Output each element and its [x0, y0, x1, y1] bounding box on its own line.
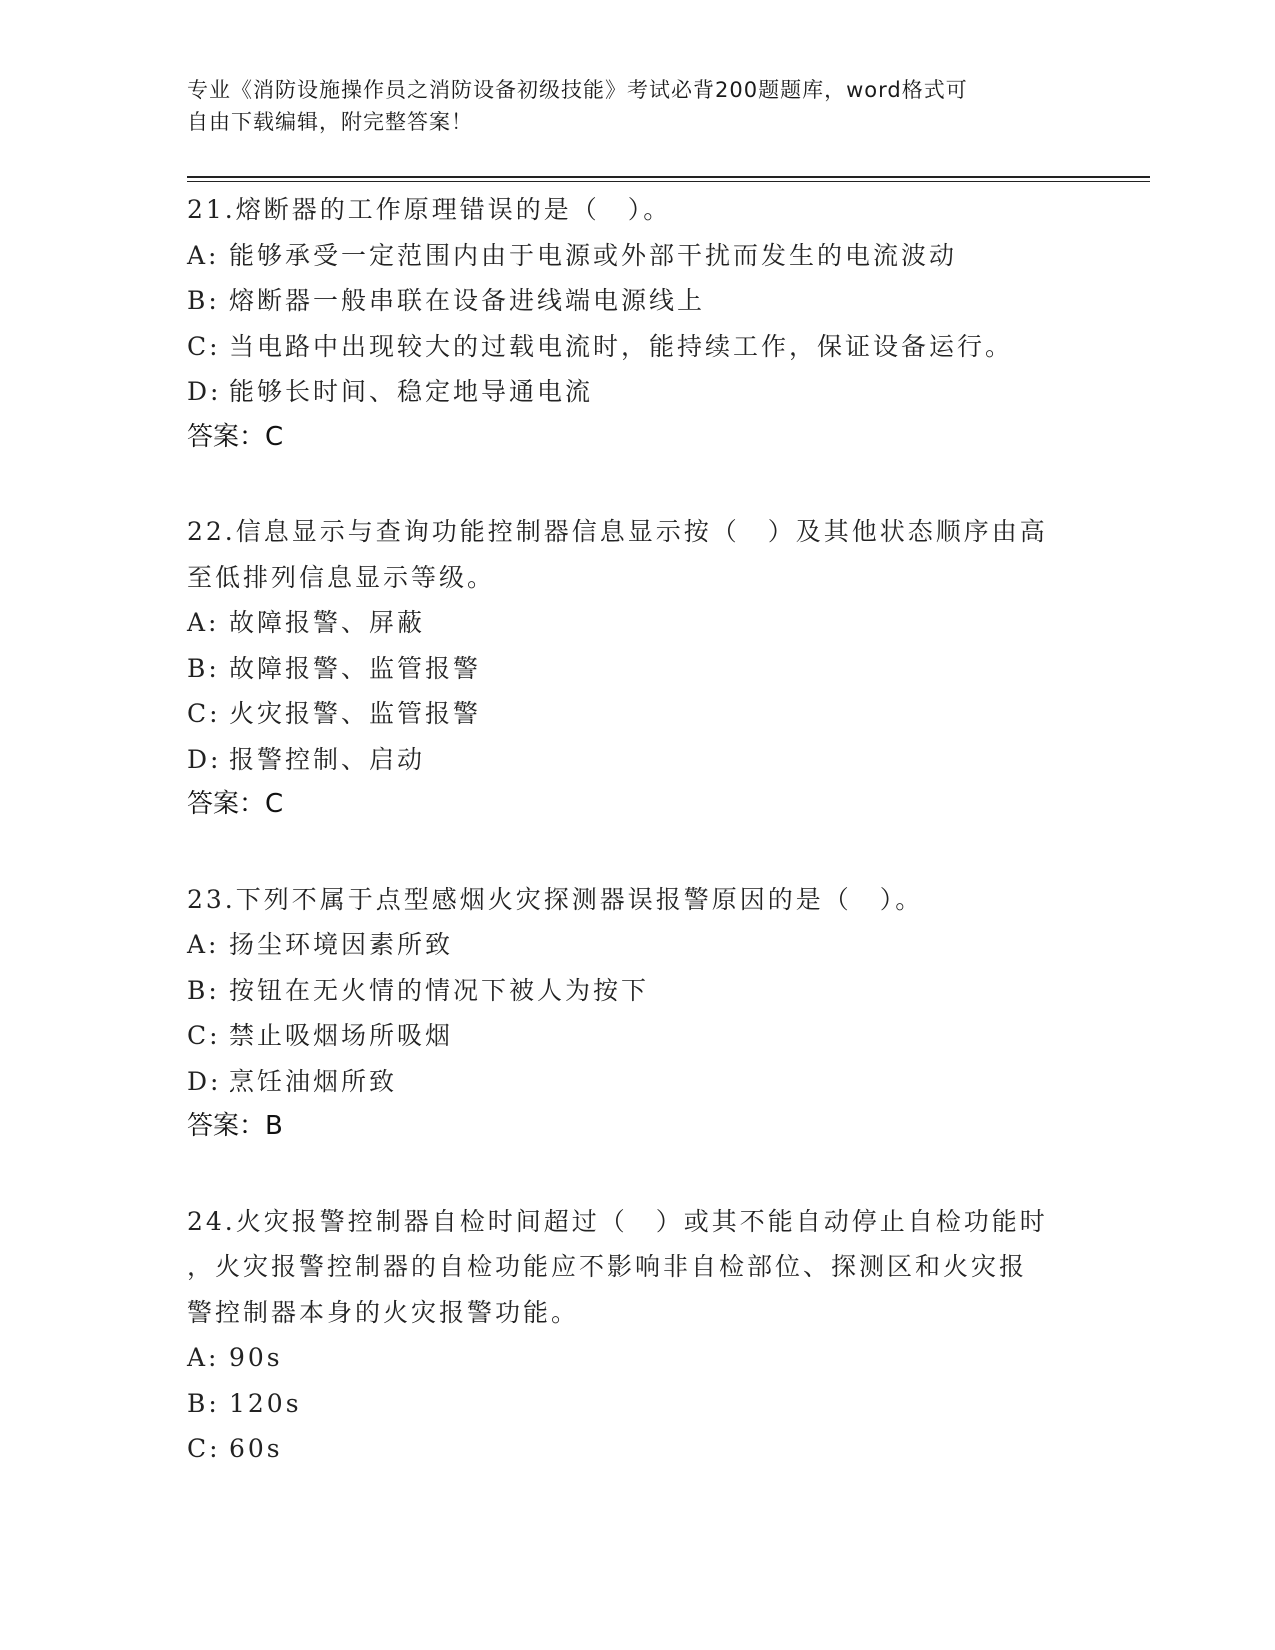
option-text: 90s: [229, 1343, 283, 1372]
option-row: [187, 1335, 1087, 1381]
option-row: [187, 691, 1087, 737]
option-text: 能够长时间、稳定地导通电流: [229, 377, 594, 406]
option-label: B:: [187, 975, 220, 1005]
question-stem-line: 24.火灾报警控制器自检时间超过（ ）或其不能自动停止自检功能时: [187, 1206, 1048, 1236]
option-text: 禁止吸烟场所吸烟: [229, 1021, 454, 1050]
option-label: A:: [187, 930, 220, 959]
header-divider-thick: [187, 176, 1150, 178]
option-row: [187, 922, 1087, 968]
header-divider-thin: [187, 181, 1150, 182]
option-label: C:: [187, 1021, 221, 1050]
question-stem-line: 21.熔断器的工作原理错误的是（ ）。: [187, 195, 672, 224]
option-label: B:: [187, 653, 220, 683]
option-row: [187, 646, 1087, 692]
option-row: [187, 1426, 1087, 1472]
option-row: [187, 369, 1087, 415]
option-row: [187, 278, 1087, 324]
option-row: [187, 1381, 1087, 1427]
question-block: [187, 877, 1087, 1150]
question-stem-line: 22.信息显示与查询功能控制器信息显示按（ ）及其他状态顺序由高: [187, 517, 1048, 546]
option-text: 熔断器一般串联在设备进线端电源线上: [229, 286, 706, 315]
option-row: [187, 1059, 1087, 1105]
option-label: D:: [187, 377, 222, 406]
option-label: A:: [187, 1343, 220, 1372]
header-line-1: 专业《消防设施操作员之消防设备初级技能》考试必背200题题库，word格式可: [187, 78, 968, 102]
option-row: [187, 233, 1087, 279]
question-block: [187, 187, 1087, 460]
option-text: 故障报警、监管报警: [229, 653, 482, 683]
question-list: [187, 187, 1087, 1521]
option-label: A:: [187, 240, 220, 270]
answer-line: 答案：C: [187, 421, 284, 452]
option-label: D:: [187, 1066, 222, 1096]
answer-line: 答案：C: [187, 789, 284, 819]
answer-line: 答案：B: [187, 1111, 283, 1141]
option-text: 按钮在无火情的情况下被人为按下: [229, 975, 650, 1005]
option-text: 能够承受一定范围内由于电源或外部干扰而发生的电流波动: [229, 240, 958, 270]
option-text: 烹饪油烟所致: [229, 1066, 398, 1096]
question-stem-line: ，火灾报警控制器的自检功能应不影响非自检部位、探测区和火灾报: [187, 1252, 1028, 1281]
question-block: [187, 509, 1087, 828]
question-stem-line: 至低排列信息显示等级。: [187, 562, 496, 592]
option-text: 当电路中出现较大的过载电流时，能持续工作，保证设备运行。: [229, 331, 1014, 361]
option-label: C:: [187, 699, 221, 728]
option-text: 扬尘环境因素所致: [229, 930, 454, 959]
option-label: C:: [187, 1434, 221, 1463]
option-row: [187, 324, 1087, 370]
document-header: [187, 74, 1067, 138]
option-row: [187, 1013, 1087, 1059]
option-label: B:: [187, 286, 220, 315]
header-line-2: 自由下载编辑，附完整答案！: [187, 110, 473, 134]
question-stem-line: 警控制器本身的火灾报警功能。: [187, 1297, 580, 1327]
option-row: [187, 968, 1087, 1014]
question-block: [187, 1199, 1087, 1472]
option-label: A:: [187, 608, 220, 637]
option-text: 报警控制、启动: [229, 744, 426, 774]
option-label: C:: [187, 331, 221, 361]
option-text: 120s: [229, 1388, 302, 1418]
question-stem-line: 23.下列不属于点型感烟火灾探测器误报警原因的是（ ）。: [187, 884, 924, 914]
option-text: 60s: [229, 1434, 283, 1463]
option-text: 火灾报警、监管报警: [229, 699, 482, 728]
option-label: B:: [187, 1388, 220, 1418]
option-row: [187, 600, 1087, 646]
option-row: [187, 737, 1087, 783]
option-text: 故障报警、屏蔽: [229, 608, 426, 637]
option-label: D:: [187, 744, 222, 774]
